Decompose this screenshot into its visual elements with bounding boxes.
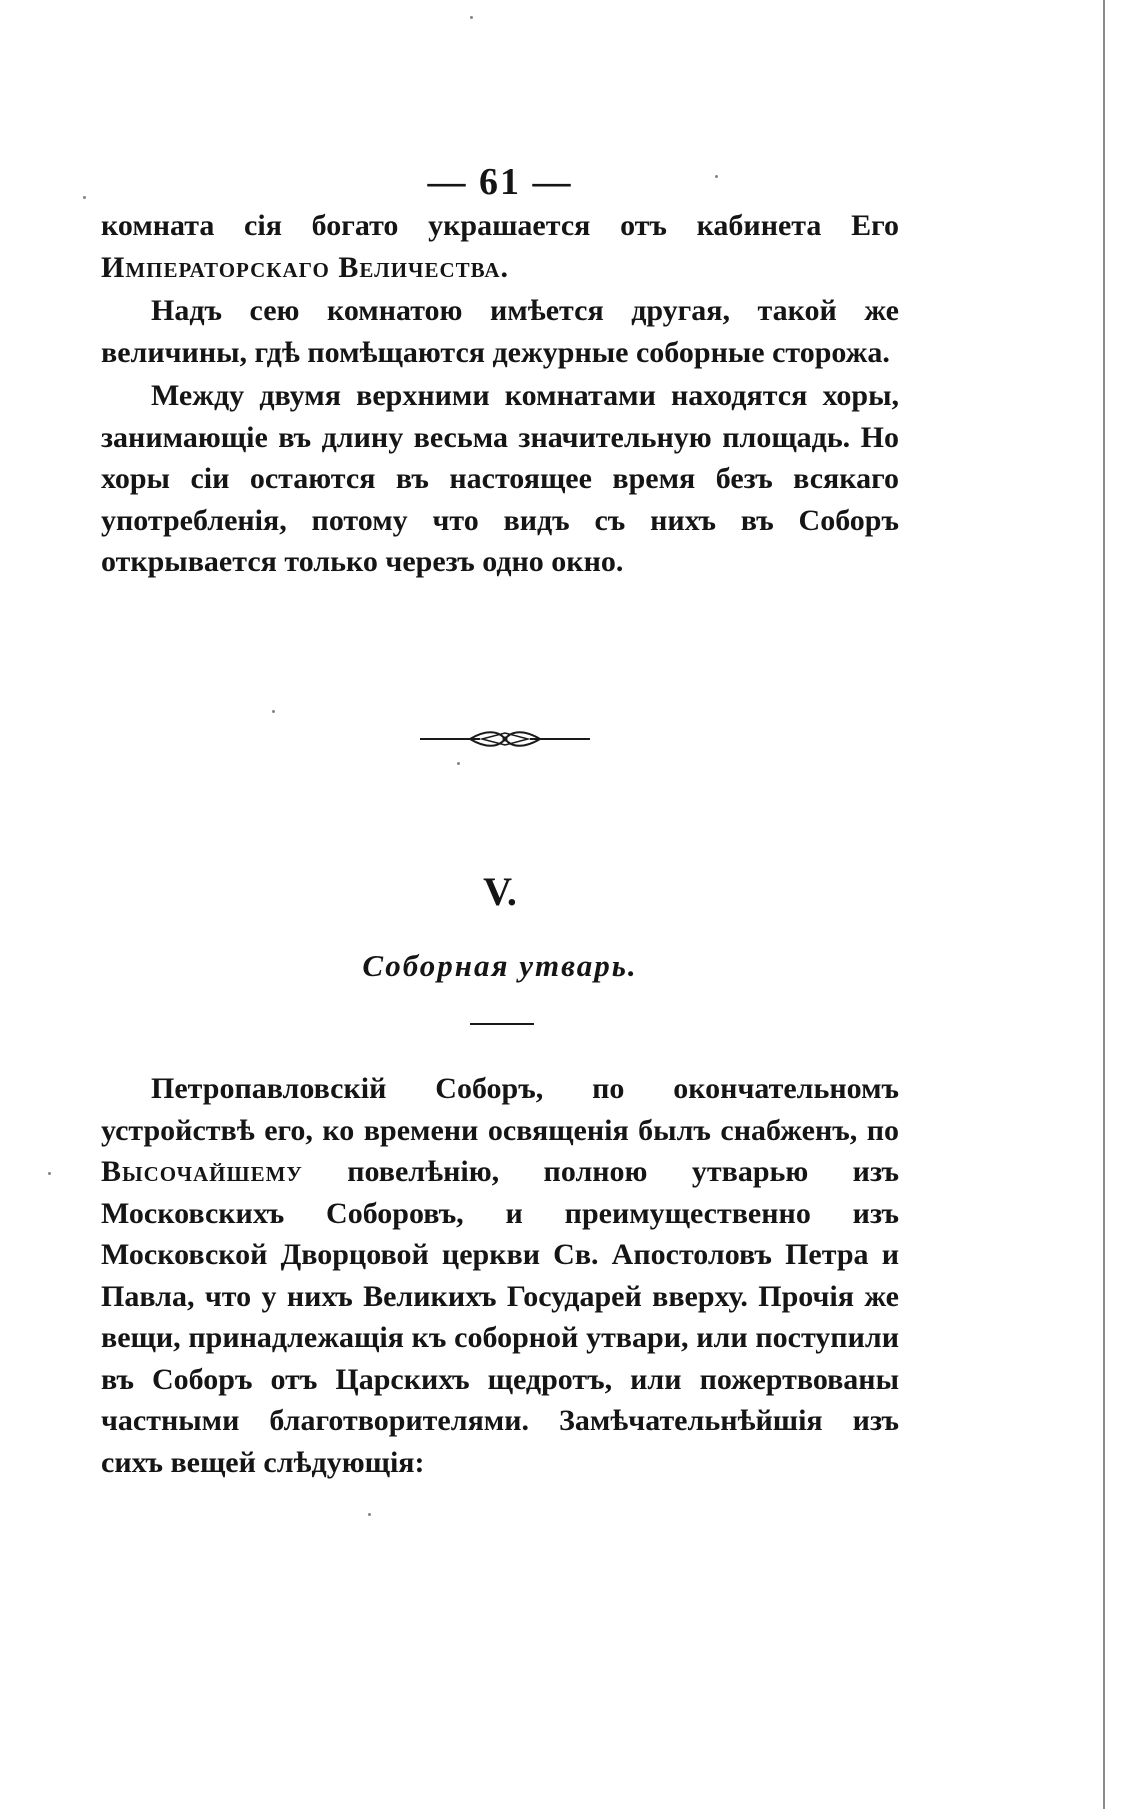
bottom-text-block <box>101 1068 899 1483</box>
print-speck <box>272 710 275 713</box>
print-speck <box>715 175 718 178</box>
page-number-header: — 61 — <box>427 161 573 203</box>
paragraph-4-text-start: Петропавловскій Соборъ, по окончательномъ устройствѣ его, ко времени освященія былъ снабженъ, по <box>101 1072 899 1147</box>
print-speck <box>368 1513 371 1516</box>
print-speck <box>457 762 460 765</box>
paragraph-3: Между двумя верхними комнатами находятся хоры, занимающіе въ длину весьма значительную площадь. Но хоры сіи остаются въ настоящее время безъ всякаго употребленія, потому что видъ съ нихъ въ Соборъ открывается только черезъ одно окно. <box>101 379 899 578</box>
top-text-block <box>101 205 899 583</box>
paragraph-1-small-caps: Императорскаго Величества. <box>101 250 509 284</box>
paragraph-1-text: комната сія богато украшается отъ кабинета Его <box>101 209 899 242</box>
print-speck <box>83 196 86 199</box>
print-speck <box>470 16 473 19</box>
section-numeral: V. <box>483 869 517 914</box>
title-rule <box>470 1023 534 1025</box>
print-speck <box>48 1172 51 1175</box>
paragraph-4 <box>101 1068 899 1483</box>
page-edge-line <box>1103 0 1105 1809</box>
ornament-divider-icon <box>420 726 590 752</box>
paragraph-2: Надъ сею комнатою имѣется другая, такой же величины, гдѣ помѣщаются дежурные соборные сторожа. <box>101 294 899 369</box>
paragraph-1 <box>101 205 899 288</box>
paragraph-4-text-end: повелѣнію, полною утварью изъ Московскихъ Соборовъ, и преимущественно изъ Московской Дворцовой церкви Св. Апостоловъ Петра и Павла, что у нихъ Великихъ Государей вверху. Прочія же вещи, принадлежащія къ соборной утвари, или поступили въ Соборъ отъ Царскихъ щедротъ, или пожертвованы частными благотворителями. Замѣчательнѣйшія изъ сихъ вещей слѣдующія: <box>101 1155 899 1479</box>
paragraph-4-small-caps: Высочайшему <box>101 1155 303 1188</box>
section-title: Соборная утварь. <box>362 948 638 983</box>
